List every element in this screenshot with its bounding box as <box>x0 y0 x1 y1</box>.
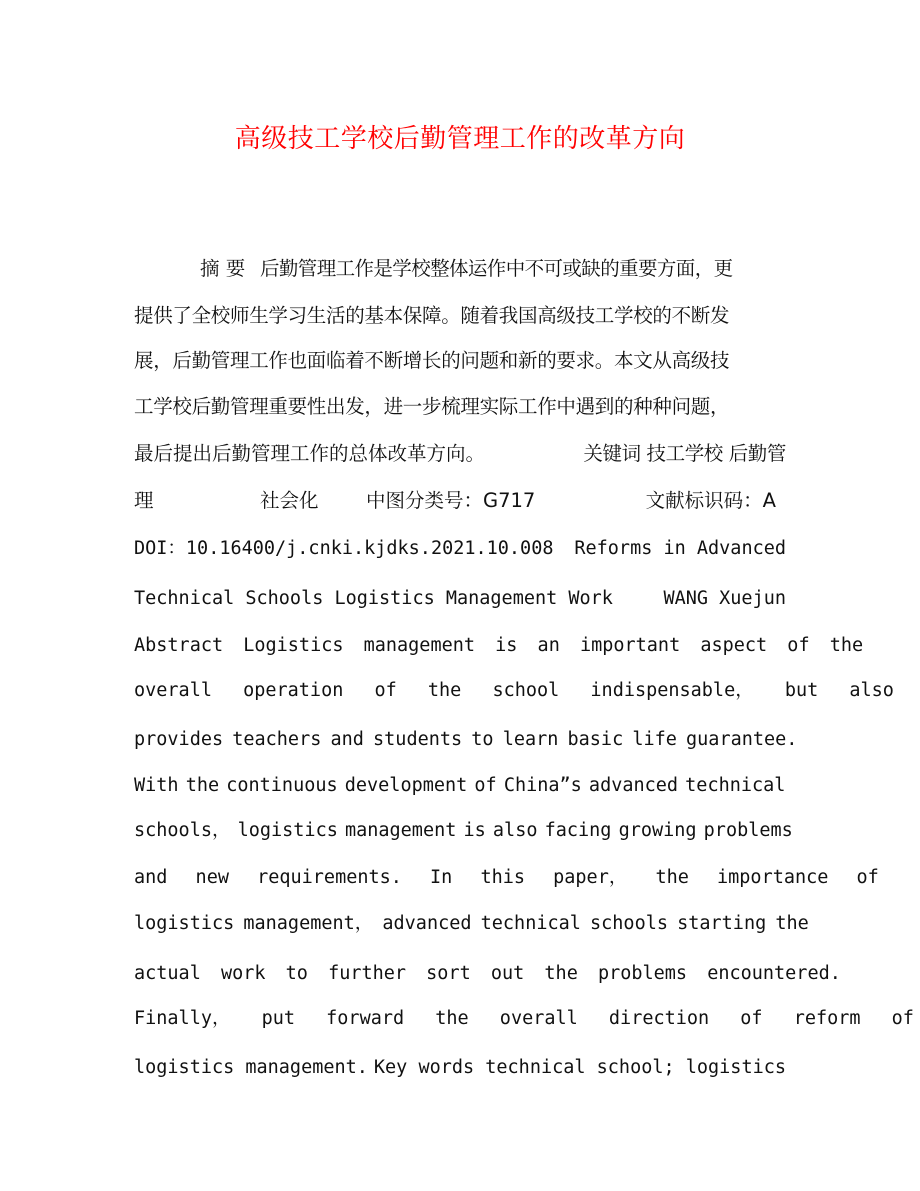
doi-line <box>134 534 786 564</box>
english-title-part-2: Technical Schools Logistics Management Work <box>134 588 613 609</box>
english-abstract-end: logistics management. <box>134 1057 368 1078</box>
english-abstract-line-6: and new requirements. In this paper， the importance of <box>134 867 879 888</box>
english-abstract-line-8: actual work to further sort out the problems encountered. <box>134 963 841 984</box>
keyword-cont: 理 <box>134 489 154 512</box>
document-code: 文献标识码：A <box>645 489 776 512</box>
abstract-line-1 <box>134 254 786 284</box>
keywords-cn: 关键词 技工学校 后勤管 <box>583 442 786 465</box>
author: WANG Xuejun <box>663 588 786 609</box>
english-title-line <box>134 584 786 614</box>
english-abstract-line-4: With the continuous development of China”s advanced technical <box>134 775 786 796</box>
abstract-closing-text: 最后提出后勤管理工作的总体改革方向。 <box>134 442 486 465</box>
clc-number: 中图分类号：G717 <box>366 489 536 512</box>
english-abstract-line-7: logistics management， advanced technical schools starting the <box>134 913 809 934</box>
english-abstract-line-1: Abstract Logistics management is an important aspect of the <box>134 635 864 656</box>
abstract-line-2: 提供了全校师生学习生活的基本保障。随着我国高级技工学校的不断发 <box>134 304 730 327</box>
english-abstract-line-2: overall operation of the school indispensable， but also <box>134 680 894 701</box>
keyword-socialization: 社会化 <box>260 489 319 512</box>
abstract-line-4: 工学校后勤管理重要性出发，进一步梳理实际工作中遇到的种种问题， <box>134 395 730 418</box>
classification-line <box>134 486 786 516</box>
english-abstract-line-10 <box>134 1053 786 1083</box>
abstract-label: 摘 要 <box>200 257 246 280</box>
doi: DOI：10.16400/j.cnki.kjdks.2021.10.008 <box>134 538 554 559</box>
abstract-text: 后勤管理工作是学校整体运作中不可或缺的重要方面，更 <box>260 257 733 280</box>
keywords-en: Key words technical school; logistics <box>373 1057 786 1078</box>
english-abstract-line-3: provides teachers and students to learn basic life guarantee. <box>134 729 798 750</box>
english-abstract-line-5: schools， logistics management is also facing growing problems <box>134 820 793 841</box>
abstract-line-3: 展，后勤管理工作也面临着不断增长的问题和新的要求。本文从高级技 <box>134 349 730 372</box>
document-title: 高级技工学校后勤管理工作的改革方向 <box>234 124 686 154</box>
abstract-line-5 <box>134 439 786 469</box>
english-title-part-1: Reforms in Advanced <box>574 538 786 559</box>
english-abstract-line-9: Finally， put forward the overall direction of reform of <box>134 1008 914 1029</box>
